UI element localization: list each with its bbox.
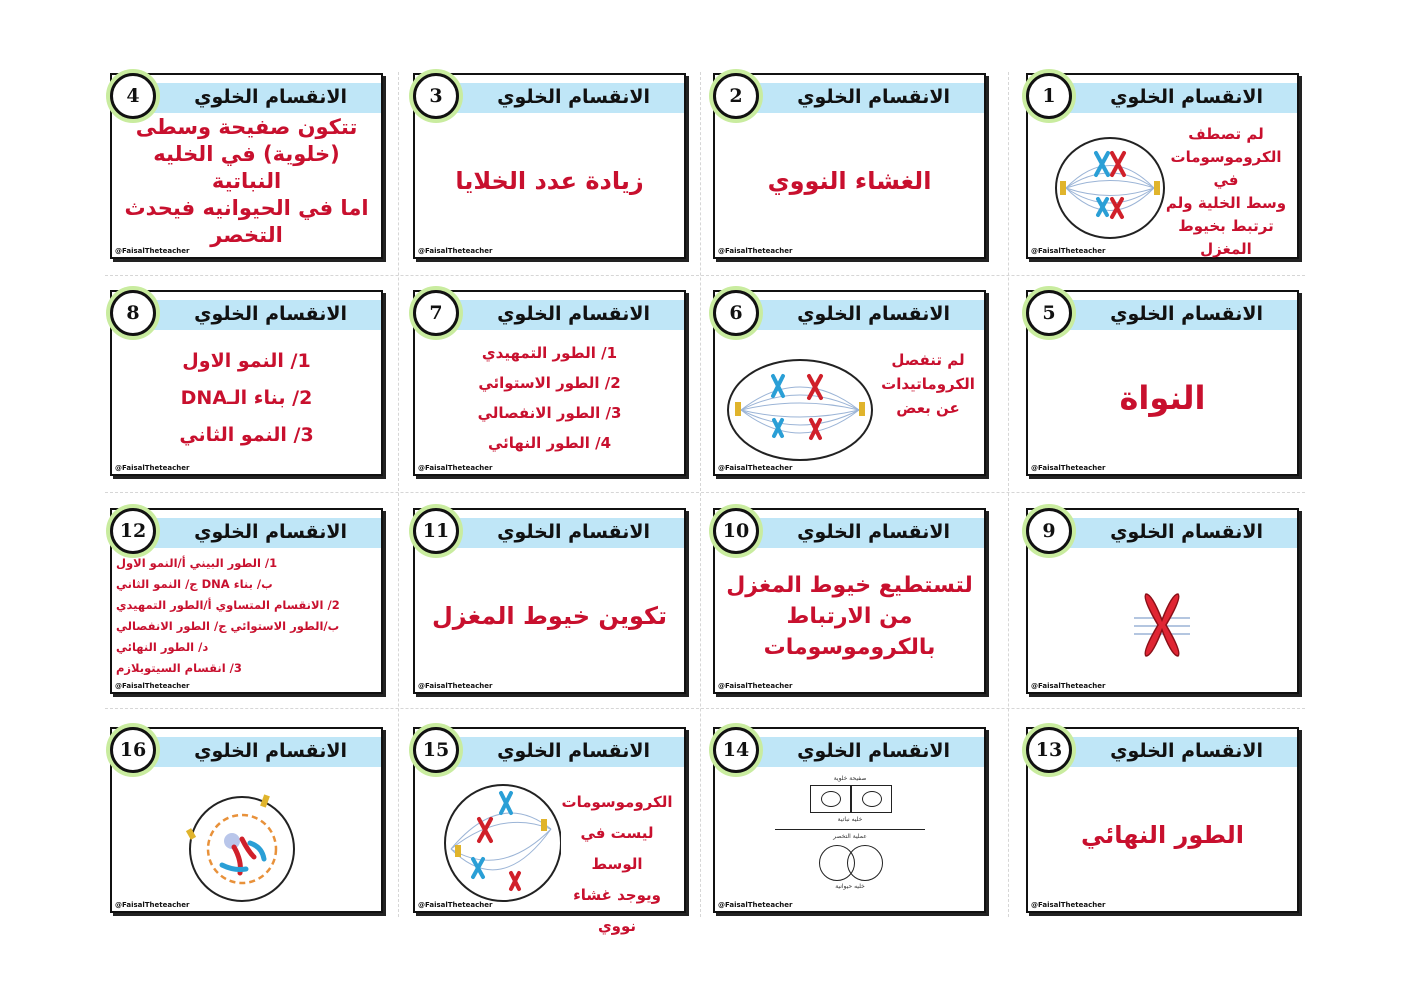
- card-answer: [122, 114, 371, 247]
- card-title: الانقسام الخلوي: [194, 521, 347, 543]
- credit-label: @FaisalTheteacher: [418, 464, 493, 472]
- flashcard-11: [413, 508, 686, 694]
- card-answer: [128, 336, 365, 460]
- cell-illustration: [441, 779, 561, 903]
- diagram-label: صفيحة خلوية: [833, 775, 867, 782]
- card-title: الانقسام الخلوي: [797, 521, 950, 543]
- credit-label: @FaisalTheteacher: [115, 247, 190, 255]
- credit-label: @FaisalTheteacher: [115, 682, 190, 690]
- card-header: [1058, 300, 1297, 330]
- card-number-badge: 3: [413, 73, 459, 119]
- card-number-badge: 5: [1026, 290, 1072, 336]
- answer-line: ترتبط بخيوط: [1178, 217, 1274, 235]
- flashcard-7: [413, 290, 686, 476]
- card-number-badge: 11: [413, 508, 459, 554]
- credit-label: @FaisalTheteacher: [718, 247, 793, 255]
- card-header: [745, 737, 984, 767]
- card-title: الانقسام الخلوي: [497, 86, 650, 108]
- card-answer: [723, 554, 976, 678]
- flashcard-6: [713, 290, 986, 476]
- answer-line: اما في الحيوانيه فيحدث: [124, 195, 369, 220]
- card-title: الانقسام الخلوي: [1110, 740, 1263, 762]
- answer-line: التخصر: [210, 222, 283, 247]
- card-header: [445, 83, 684, 113]
- card-title: الانقسام الخلوي: [194, 303, 347, 325]
- credit-label: @FaisalTheteacher: [718, 464, 793, 472]
- answer-line: 2/ الانقسام المتساوي أ/الطور التمهيدي: [116, 598, 340, 612]
- credit-label: @FaisalTheteacher: [1031, 464, 1106, 472]
- card-number-badge: 4: [110, 73, 156, 119]
- flashcard-9: [1026, 508, 1299, 694]
- answer-line: 1/ الطور البيني أ/النمو الاول: [116, 556, 278, 570]
- card-number-badge: 9: [1026, 508, 1072, 554]
- credit-label: @FaisalTheteacher: [1031, 901, 1106, 909]
- flashcard-8: [110, 290, 383, 476]
- answer-line: 1/ الطور التمهيدي: [481, 344, 618, 362]
- card-header: [142, 518, 381, 548]
- answer-line: ويوجد غشاء نووي: [573, 886, 661, 935]
- card-title: الانقسام الخلوي: [194, 86, 347, 108]
- card-number-badge: 14: [713, 727, 759, 773]
- cell-division-illustration: [1052, 133, 1168, 243]
- card-header: [142, 83, 381, 113]
- answer-line: تتكون صفيحة وسطى: [135, 114, 358, 139]
- credit-label: @FaisalTheteacher: [115, 901, 190, 909]
- cut-line: [105, 492, 1305, 493]
- card-title: الانقسام الخلوي: [497, 521, 650, 543]
- answer-line: لم تصطف: [1188, 125, 1264, 143]
- answer-line: بالكروموسومات: [763, 634, 936, 660]
- card-header: [1058, 83, 1297, 113]
- card-number-badge: 7: [413, 290, 459, 336]
- answer-line: 4/ الطور النهائي: [487, 434, 612, 452]
- card-title: الانقسام الخلوي: [797, 303, 950, 325]
- answer-line: الكروموسومات في: [1170, 148, 1282, 189]
- answer-line: لم تنفصل: [891, 351, 965, 369]
- credit-label: @FaisalTheteacher: [418, 901, 493, 909]
- animal-cell-shape: [847, 845, 883, 881]
- card-answer: الطور النهائي: [1080, 821, 1245, 849]
- card-header: [745, 518, 984, 548]
- card-title: الانقسام الخلوي: [1110, 86, 1263, 108]
- flashcard-14: [713, 727, 986, 913]
- answer-line: عن بعض: [896, 399, 960, 417]
- card-number-badge: 8: [110, 290, 156, 336]
- card-header: [445, 737, 684, 767]
- flashcard-4: [110, 73, 383, 259]
- cut-line: [398, 72, 399, 917]
- flashcard-15: [413, 727, 686, 935]
- card-header: [445, 518, 684, 548]
- card-header: [445, 300, 684, 330]
- diagram-label: خليه نباتية: [837, 816, 863, 823]
- card-title: الانقسام الخلوي: [797, 740, 950, 762]
- cytokinesis-diagram: [775, 775, 925, 901]
- divider-line: [775, 829, 925, 830]
- answer-line: لتستطيع خيوط المغزل: [726, 572, 973, 598]
- card-answer: تكوين خيوط المغزل: [431, 602, 668, 630]
- answer-line: 3/ انقسام السيتوبلازم: [116, 661, 242, 675]
- card-number-badge: 13: [1026, 727, 1072, 773]
- card-answer: [878, 348, 978, 420]
- answer-line: (خلوية) في الخليه النباتية: [153, 141, 340, 193]
- card-header: [142, 737, 381, 767]
- diagram-label: خليه حيوانية: [835, 883, 865, 890]
- answer-line: من الارتباط: [786, 603, 913, 629]
- cut-line: [1008, 72, 1009, 917]
- flashcard-2: [713, 73, 986, 259]
- credit-label: @FaisalTheteacher: [718, 901, 793, 909]
- credit-label: @FaisalTheteacher: [418, 682, 493, 690]
- card-number-badge: 12: [110, 508, 156, 554]
- answer-line: 3/ النمو الثاني: [179, 423, 314, 446]
- answer-line: ليست في الوسط: [580, 824, 654, 873]
- cell-prophase-illustration: [182, 791, 302, 903]
- answer-line: د/ الطور النهائي: [116, 640, 209, 654]
- card-title: الانقسام الخلوي: [194, 740, 347, 762]
- cut-line: [105, 708, 1305, 709]
- answer-line: ب/الطور الاستوائي ج/ الطور الانفصالي: [116, 619, 340, 633]
- card-header: [1058, 737, 1297, 767]
- answer-line: 1/ النمو الاول: [182, 349, 311, 372]
- card-number-badge: 15: [413, 727, 459, 773]
- card-answer: زيادة عدد الخلايا: [455, 167, 644, 195]
- card-header: [745, 83, 984, 113]
- card-answer: [431, 336, 668, 460]
- card-number-badge: 16: [110, 727, 156, 773]
- cut-line: [700, 72, 701, 917]
- credit-label: @FaisalTheteacher: [115, 464, 190, 472]
- card-answer: [1161, 123, 1291, 261]
- card-title: الانقسام الخلوي: [797, 86, 950, 108]
- card-number-badge: 1: [1026, 73, 1072, 119]
- card-number-badge: 2: [713, 73, 759, 119]
- flashcard-3: [413, 73, 686, 259]
- chromosome-illustration: [1132, 590, 1192, 660]
- answer-line: ب/ بناء DNA ج/ النمو الثاني: [116, 577, 273, 591]
- card-answer: [556, 787, 678, 942]
- flashcard-16: [110, 727, 383, 913]
- diagram-label: عملية التخصر: [833, 833, 867, 840]
- card-title: الانقسام الخلوي: [1110, 303, 1263, 325]
- cut-line: [105, 275, 1305, 276]
- credit-label: @FaisalTheteacher: [1031, 247, 1106, 255]
- card-answer: النواة: [1119, 379, 1206, 417]
- flashcard-1: [1026, 73, 1299, 259]
- plant-cell-shape: [810, 785, 892, 813]
- flashcard-10: [713, 508, 986, 694]
- flashcard-12: [110, 508, 383, 694]
- card-answer: الغشاء النووي: [767, 167, 932, 195]
- flashcard-5: [1026, 290, 1299, 476]
- credit-label: @FaisalTheteacher: [1031, 682, 1106, 690]
- card-header: [142, 300, 381, 330]
- card-answer: [116, 552, 377, 680]
- answer-line: المغزل: [1200, 240, 1252, 258]
- flashcard-13: [1026, 727, 1299, 913]
- answer-line: 2/ الطور الاستوائي: [478, 374, 621, 392]
- card-number-badge: 10: [713, 508, 759, 554]
- cell-division-illustration: [725, 356, 875, 464]
- card-header: [745, 300, 984, 330]
- card-header: [1058, 518, 1297, 548]
- answer-line: الكروماتيدات: [881, 375, 975, 393]
- card-title: الانقسام الخلوي: [497, 740, 650, 762]
- card-number-badge: 6: [713, 290, 759, 336]
- answer-line: الكروموسومات: [561, 793, 673, 811]
- credit-label: @FaisalTheteacher: [718, 682, 793, 690]
- answer-line: 3/ الطور الانفصالي: [477, 404, 622, 422]
- card-title: الانقسام الخلوي: [497, 303, 650, 325]
- credit-label: @FaisalTheteacher: [418, 247, 493, 255]
- card-title: الانقسام الخلوي: [1110, 521, 1263, 543]
- answer-line: 2/ بناء الـDNA: [180, 386, 313, 409]
- answer-line: وسط الخلية ولم: [1165, 194, 1287, 212]
